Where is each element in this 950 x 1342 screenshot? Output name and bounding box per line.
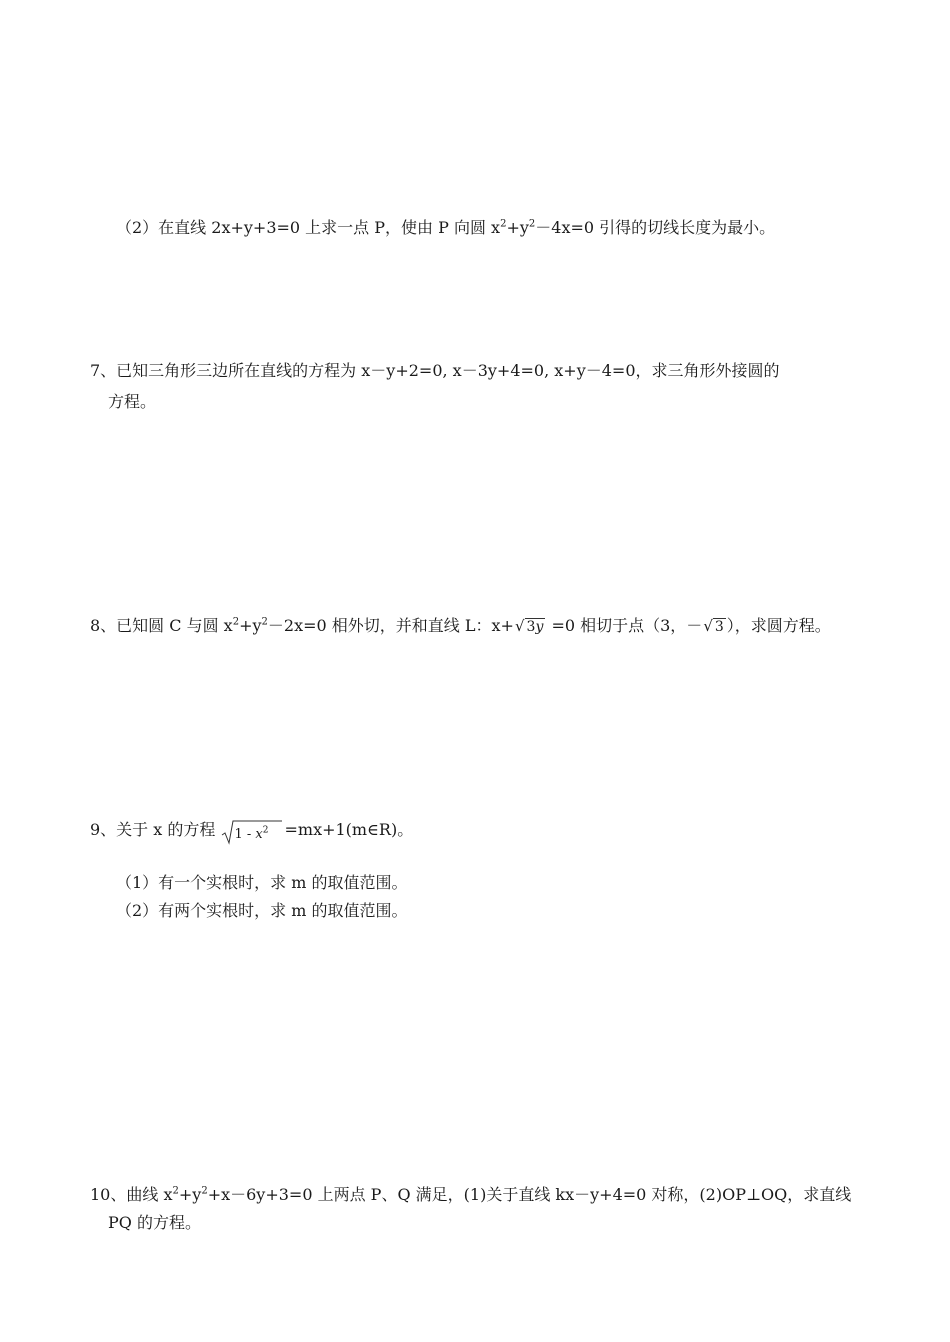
exponent: 2 xyxy=(232,616,240,628)
q9-text xyxy=(90,817,413,845)
q10-line2: PQ 的方程。 xyxy=(108,1213,201,1232)
q9-part2: （2）有两个实根时，求 m 的取值范围。 xyxy=(116,901,408,920)
exponent: 2 xyxy=(262,825,269,836)
q7-line2: 方程。 xyxy=(108,392,157,411)
q6-part2-suffix: －4x=0 引得的切线长度为最小。 xyxy=(535,218,776,237)
q6-part2-prefix: （2）在直线 2x+y+3=0 上求一点 P，使由 P 向圆 x xyxy=(116,218,501,237)
q10-mid2: +x－6y+3=0 上两点 P、Q 满足，(1)关于直线 kx－y+4=0 对称，(2)OP⊥OQ，求直线 xyxy=(207,1185,852,1204)
sqrt3y-radical: √ 3y xyxy=(514,617,544,635)
radicand: 3 xyxy=(526,619,536,635)
q6-part2-mid: +y xyxy=(506,218,529,237)
q10-mid1: +y xyxy=(178,1185,202,1204)
q10-prefix: 10、曲线 x xyxy=(90,1185,173,1204)
sqrt3-radical: √ 3 xyxy=(703,617,724,635)
q8-prefix: 8、已知圆 C 与圆 x xyxy=(90,616,233,635)
q7-line1: 7、已知三角形三边所在直线的方程为 x－y+2=0, x－3y+4=0, x+y－4=0，求三角形外接圆的 xyxy=(90,361,780,380)
q8-mid1: +y xyxy=(239,616,262,635)
exponent: 2 xyxy=(201,1185,208,1197)
q6-part2-text xyxy=(116,218,775,238)
q9-suffix: =mx+1(m∈R)。 xyxy=(284,820,414,839)
q8-mid2: －2x=0 相外切，并和直线 L：x+ xyxy=(267,616,514,635)
exponent: 2 xyxy=(500,218,507,230)
q9-part1: （1）有一个实根时，求 m 的取值范围。 xyxy=(116,873,408,892)
q10-line1 xyxy=(90,1185,851,1205)
q8-mid3: =0 相切于点（3，－ xyxy=(546,616,703,635)
exponent: 2 xyxy=(172,1185,179,1197)
radicand: 3 xyxy=(714,619,724,635)
radical-inner xyxy=(234,825,268,845)
radicand: 1 - xyxy=(234,827,256,842)
q8-suffix: ），求圆方程。 xyxy=(726,616,831,635)
exponent: 2 xyxy=(261,616,268,628)
q9-prefix: 9、关于 x 的方程 xyxy=(90,820,216,839)
variable-y: y xyxy=(535,619,544,635)
sqrt-one-minus-x2-radical xyxy=(220,817,282,845)
q8-text xyxy=(90,616,831,637)
variable-x: x xyxy=(255,827,263,842)
exponent: 2 xyxy=(528,218,536,230)
